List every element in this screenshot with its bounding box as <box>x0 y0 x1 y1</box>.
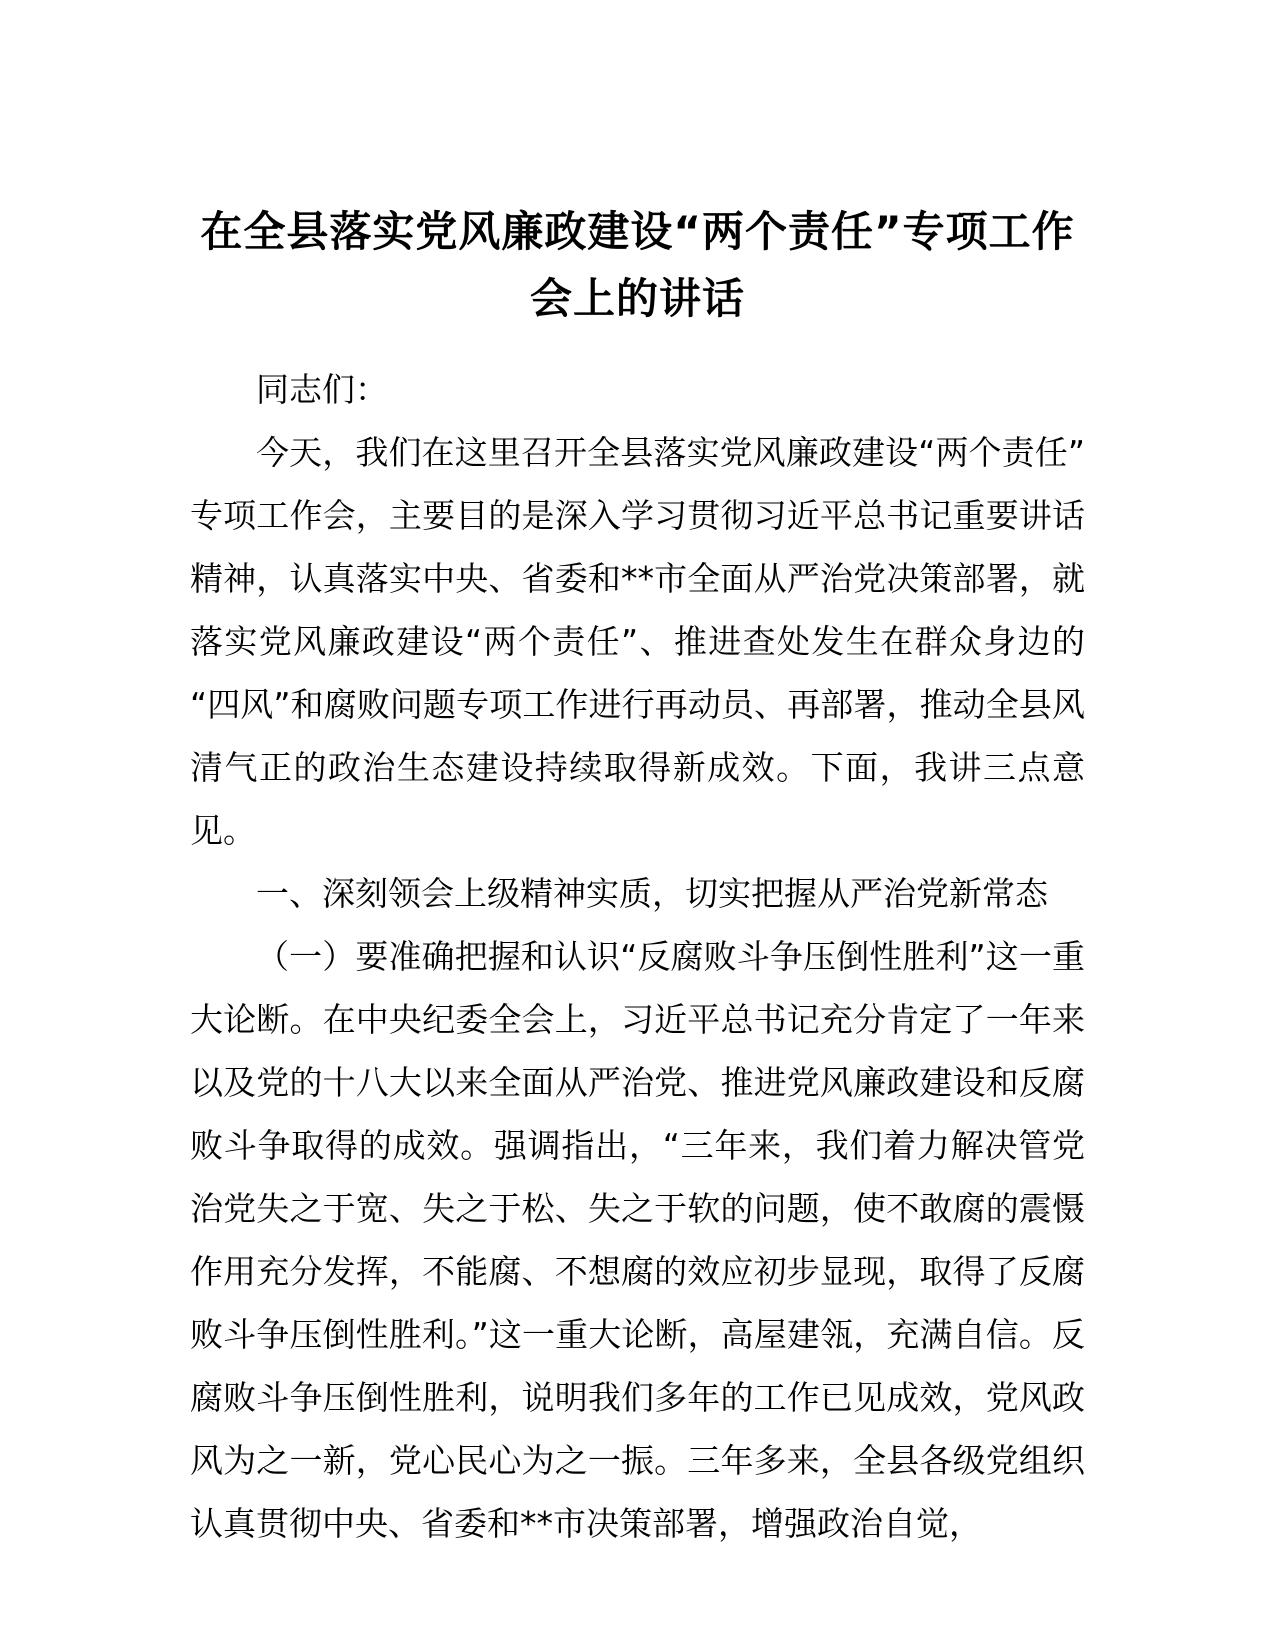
page-title: 在全县落实党风廉政建设“两个责任”专项工作会上的讲话 <box>200 207 1075 323</box>
paragraph-salutation: 同志们： <box>256 370 388 409</box>
paragraph-section-one-body: （一）要准确把握和认识“反腐败斗争压倒性胜利”这一重大论断。在中央纪委全会上，习近平总书记充分肯定了一年来以及党的十八大以来全面从严治党、推进党风廉政建设和反腐败斗争取得的成效。强调指出，“三年来，我们着力解决管党治党失之于宽、失之于松、失之于软的问题，使不敢腐的震慑作用充分发挥，不能腐、不想腐的效应初步显现，取得了反腐败斗争压倒性胜利。”这一重大论断，高屋建瓴，充满自信。反腐败斗争压倒性胜利，说明我们多年的工作已见成效，党风政风为之一新，党心民心为之一振。三年多来，全县各级党组织认真贯彻中央、省委和**市决策部署，增强政治自觉， <box>190 937 1085 1543</box>
section-one-heading: 一、深刻领会上级精神实质，切实把握从严治党新常态 <box>256 874 1048 913</box>
paragraph-intro: 今天，我们在这里召开全县落实党风廉政建设“两个责任”专项工作会，主要目的是深入学习贯彻习近平总书记重要讲话精神，认真落实中央、省委和**市全面从严治党决策部署，就落实党风廉政建设“两个责任”、推进查处发生在群众身边的“四风”和腐败问题专项工作进行再动员、再部署，推动全县风清气正的政治生态建设持续取得新成效。下面，我讲三点意见。 <box>190 433 1085 850</box>
document-body <box>190 358 1085 1555</box>
